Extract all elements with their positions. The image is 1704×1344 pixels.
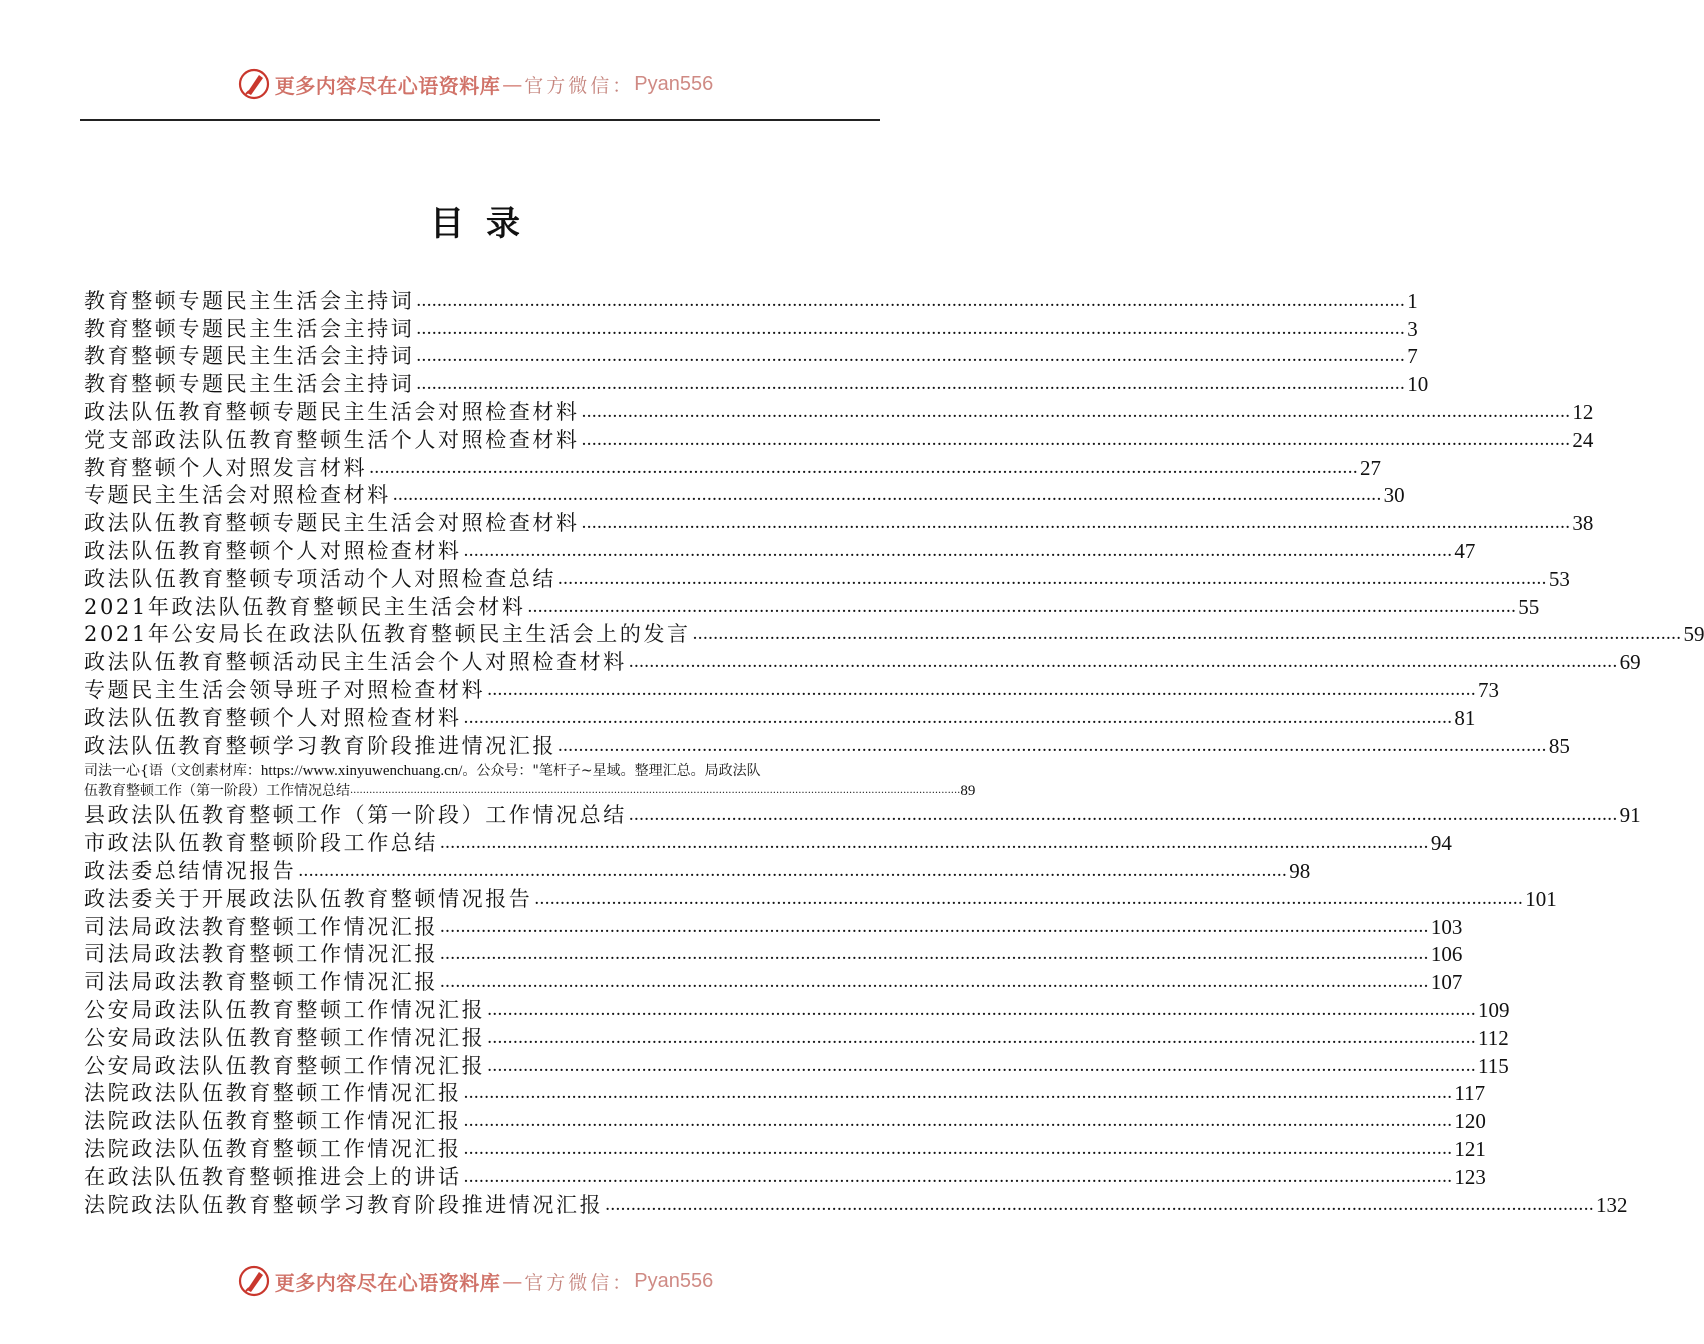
toc-list-continued xyxy=(84,801,1641,1218)
toc-leader: ................................................................................................................................................................................................ xyxy=(463,1082,1453,1104)
toc-entry-title: 2021年政法队伍教育整顿民主生活会材料 xyxy=(84,594,526,619)
toc-entry-title: 政法队伍教育整顿活动民主生活会个人对照检查材料 xyxy=(84,650,627,675)
toc-entry-page: 69 xyxy=(1619,650,1641,675)
toc-entry-page: 3 xyxy=(1407,316,1418,341)
toc-entry-title: 法院政法队伍教育整顿工作情况汇报 xyxy=(84,1136,462,1161)
toc-entry-page: 101 xyxy=(1525,886,1557,911)
toc-leader: ................................................................................................................................................................................................ xyxy=(581,400,1571,422)
toc-leader: ................................................................................................................................................................................................ xyxy=(416,373,1406,395)
toc-entry[interactable] xyxy=(84,369,1429,397)
table-of-contents xyxy=(84,286,1704,1218)
toc-entry[interactable] xyxy=(84,884,1557,912)
toc-leader: ................................................................................................................................................................................................ xyxy=(440,915,1429,937)
toc-entry[interactable] xyxy=(84,481,1405,509)
toc-entry-page: 120 xyxy=(1454,1109,1486,1134)
toc-entry-page: 73 xyxy=(1478,677,1500,702)
toc-entry[interactable] xyxy=(84,1023,1509,1051)
toc-entry-page: 115 xyxy=(1478,1053,1509,1078)
toc-leader: ................................................................................................................................................................................................ xyxy=(558,567,1547,589)
footer-banner xyxy=(0,1261,950,1301)
toc-entry-title: 公安局政法队伍教育整顿工作情况汇报 xyxy=(84,997,486,1022)
toc-entry-page: 81 xyxy=(1454,705,1476,730)
toc-leader: ................................................................................................................................................................................................ xyxy=(350,784,961,796)
toc-entry-title: 政法委总结情况报告 xyxy=(84,858,297,883)
toc-entry-title: 党支部政法队伍教育整顿生活个人对照检查材料 xyxy=(84,427,580,452)
toc-entry[interactable] xyxy=(84,1162,1486,1190)
toc-entry-page: 103 xyxy=(1430,914,1463,939)
banner-dash: — xyxy=(502,72,523,96)
toc-entry-title: 在政法队伍教育整顿推进会上的讲话 xyxy=(84,1164,462,1189)
banner-wechat-label: 官方微信： xyxy=(524,1271,635,1294)
pen-logo-icon xyxy=(237,67,271,101)
banner-dash: — xyxy=(502,1269,523,1293)
note-url[interactable]: https://www.xinyuwenchuang.cn/ xyxy=(260,762,463,779)
toc-entry[interactable] xyxy=(84,647,1641,675)
toc-entry[interactable] xyxy=(84,453,1382,481)
toc-entry-page: 109 xyxy=(1478,997,1510,1022)
toc-entry-title: 政法队伍教育整顿专题民主生活会对照检查材料 xyxy=(84,511,580,536)
toc-entry[interactable] xyxy=(84,940,1463,968)
toc-leader: ................................................................................................................................................................................................ xyxy=(463,706,1453,728)
toc-entry-title: 教育整顿专题民主生活会主持词 xyxy=(84,372,415,397)
toc-leader: ................................................................................................................................................................................................ xyxy=(440,943,1429,965)
toc-leader: ................................................................................................................................................................................................ xyxy=(487,1054,1477,1076)
toc-entry[interactable] xyxy=(84,564,1570,592)
toc-leader: ................................................................................................................................................................................................ xyxy=(440,832,1429,854)
toc-entry-title: 教育整顿专题民主生活会主持词 xyxy=(84,288,415,313)
toc-entry[interactable] xyxy=(84,801,1641,829)
toc-entry[interactable] xyxy=(84,967,1463,995)
toc-entry-page: 85 xyxy=(1548,733,1570,758)
toc-entry[interactable] xyxy=(84,286,1418,314)
toc-leader: ................................................................................................................................................................................................ xyxy=(440,971,1429,993)
toc-entry[interactable] xyxy=(84,508,1594,536)
toc-entry-title: 2021年公安局长在政法队伍教育整顿民主生活会上的发言 xyxy=(84,622,691,647)
toc-entry[interactable] xyxy=(84,995,1510,1023)
toc-entry-page: 30 xyxy=(1383,483,1405,508)
toc-entry-title: 公安局政法队伍教育整顿工作情况汇报 xyxy=(84,1053,486,1078)
toc-leader: ................................................................................................................................................................................................ xyxy=(298,859,1288,881)
toc-entry-title: 市政法队伍教育整顿阶段工作总结 xyxy=(84,831,438,856)
toc-leader: ................................................................................................................................................................................................ xyxy=(628,804,1618,826)
toc-entry-page: 24 xyxy=(1572,427,1594,452)
toc-entry-page: 112 xyxy=(1478,1025,1509,1050)
page-title: 目录 xyxy=(430,204,542,244)
toc-entry-title: 司法局政法教育整顿工作情况汇报 xyxy=(84,942,438,967)
toc-leader: ................................................................................................................................................................................................ xyxy=(487,998,1477,1020)
toc-entry-title: 教育整顿个人对照发言材料 xyxy=(84,455,368,480)
toc-entry[interactable] xyxy=(84,1051,1509,1079)
toc-entry-title: 公安局政法队伍教育整顿工作情况汇报 xyxy=(84,1025,486,1050)
toc-entry-page: 59 xyxy=(1683,622,1704,647)
note-page: 89 xyxy=(960,782,976,799)
toc-entry-title: 教育整顿专题民主生活会主持词 xyxy=(84,316,415,341)
toc-entry-page: 10 xyxy=(1407,372,1429,397)
header-banner xyxy=(0,64,950,104)
toc-entry[interactable] xyxy=(84,592,1540,620)
note-line-2-text: 伍教育整顿工作（第一阶段）工作情况总结 xyxy=(84,782,350,799)
toc-entry-page: 117 xyxy=(1454,1081,1486,1106)
toc-entry-title: 司法局政法教育整顿工作情况汇报 xyxy=(84,914,438,939)
toc-entry-title: 法院政法队伍教育整顿工作情况汇报 xyxy=(84,1081,462,1106)
note-suffix: 。公众号："笔杆子~星域。整理汇总。局政法队 xyxy=(462,762,761,779)
toc-entry-title: 政法队伍教育整顿个人对照检查材料 xyxy=(84,538,462,563)
toc-entry-title: 法院政法队伍教育整顿工作情况汇报 xyxy=(84,1109,462,1134)
toc-entry[interactable] xyxy=(84,536,1476,564)
toc-leader: ................................................................................................................................................................................................ xyxy=(416,345,1406,367)
banner-main-text: 更多内容尽在心语资料库 xyxy=(274,1270,501,1295)
toc-entry[interactable] xyxy=(84,425,1594,453)
toc-entry[interactable] xyxy=(84,1106,1486,1134)
toc-leader: ................................................................................................................................................................................................ xyxy=(487,1026,1477,1048)
note-prefix: 司法一心{语（文创素材库： xyxy=(84,762,261,779)
toc-entry[interactable] xyxy=(84,731,1570,759)
toc-entry-page: 121 xyxy=(1454,1136,1486,1161)
toc-entry[interactable] xyxy=(84,856,1311,884)
banner-wechat-id: Pyan556 xyxy=(634,1269,714,1292)
toc-entry-page: 98 xyxy=(1289,858,1311,883)
banner-wechat-id: Pyan556 xyxy=(634,72,714,95)
toc-entry-page: 55 xyxy=(1518,594,1540,619)
toc-entry-title: 司法局政法教育整顿工作情况汇报 xyxy=(84,970,438,995)
toc-leader: ................................................................................................................................................................................................ xyxy=(463,539,1453,561)
toc-leader: ................................................................................................................................................................................................ xyxy=(558,734,1547,756)
toc-leader: ................................................................................................................................................................................................ xyxy=(369,456,1359,478)
toc-entry-title: 专题民主生活会对照检查材料 xyxy=(84,483,391,508)
toc-entry[interactable] xyxy=(84,620,1704,648)
toc-leader: ................................................................................................................................................................................................ xyxy=(534,887,1524,909)
pen-logo-icon xyxy=(237,1264,271,1298)
toc-entry-page: 47 xyxy=(1454,538,1476,563)
toc-entry-page: 53 xyxy=(1548,566,1570,591)
toc-entry-title: 政法队伍教育整顿专题民主生活会对照检查材料 xyxy=(84,399,580,424)
toc-entry-page: 12 xyxy=(1572,399,1594,424)
toc-leader: ................................................................................................................................................................................................ xyxy=(416,317,1406,339)
toc-leader: ................................................................................................................................................................................................ xyxy=(487,678,1477,700)
toc-entry-title: 政法委关于开展政法队伍教育整顿情况报告 xyxy=(84,886,533,911)
toc-entry-title: 法院政法队伍教育整顿学习教育阶段推进情况汇报 xyxy=(84,1192,604,1217)
toc-leader: ................................................................................................................................................................................................ xyxy=(463,1165,1453,1187)
toc-entry-page: 132 xyxy=(1596,1192,1628,1217)
toc-entry-page: 107 xyxy=(1430,970,1463,995)
toc-entry-page: 1 xyxy=(1407,288,1418,313)
banner-wechat-label: 官方微信： xyxy=(524,74,635,97)
toc-leader: ................................................................................................................................................................................................ xyxy=(527,595,1517,617)
toc-leader: ................................................................................................................................................................................................ xyxy=(416,289,1406,311)
toc-entry-title: 政法队伍教育整顿个人对照检查材料 xyxy=(84,705,462,730)
toc-entry[interactable] xyxy=(84,1079,1486,1107)
toc-leader: ................................................................................................................................................................................................ xyxy=(692,623,1682,645)
toc-entry[interactable] xyxy=(84,397,1594,425)
toc-entry[interactable] xyxy=(84,342,1418,370)
toc-list xyxy=(84,286,1704,759)
toc-entry-title: 教育整顿专题民主生活会主持词 xyxy=(84,344,415,369)
toc-entry-page: 27 xyxy=(1360,455,1382,480)
toc-leader: ................................................................................................................................................................................................ xyxy=(581,428,1571,450)
toc-entry[interactable] xyxy=(84,828,1452,856)
toc-entry-title: 专题民主生活会领导班子对照检查材料 xyxy=(84,677,486,702)
toc-entry-title: 政法队伍教育整顿专项活动个人对照检查总结 xyxy=(84,566,556,591)
toc-entry[interactable] xyxy=(84,912,1463,940)
toc-leader: ................................................................................................................................................................................................ xyxy=(605,1193,1595,1215)
header-rule xyxy=(80,119,880,121)
toc-leader: ................................................................................................................................................................................................ xyxy=(463,1110,1453,1132)
toc-entry[interactable] xyxy=(84,1134,1486,1162)
toc-entry[interactable] xyxy=(84,703,1476,731)
toc-entry[interactable] xyxy=(84,314,1418,342)
toc-entry-page: 91 xyxy=(1619,803,1641,828)
toc-leader: ................................................................................................................................................................................................ xyxy=(628,651,1618,673)
toc-note-entry xyxy=(84,759,976,801)
toc-entry-page: 7 xyxy=(1407,344,1418,369)
banner-main-text: 更多内容尽在心语资料库 xyxy=(274,73,501,98)
toc-leader: ................................................................................................................................................................................................ xyxy=(392,484,1382,506)
note-line-1 xyxy=(84,761,884,781)
toc-leader: ................................................................................................................................................................................................ xyxy=(463,1137,1453,1159)
toc-entry[interactable] xyxy=(84,1190,1628,1218)
toc-entry-page: 123 xyxy=(1454,1164,1486,1189)
toc-entry-title: 政法队伍教育整顿学习教育阶段推进情况汇报 xyxy=(84,733,556,758)
note-line-2 xyxy=(84,781,976,801)
toc-leader: ................................................................................................................................................................................................ xyxy=(581,512,1571,534)
toc-entry[interactable] xyxy=(84,675,1500,703)
toc-entry-page: 106 xyxy=(1430,942,1463,967)
toc-entry-page: 38 xyxy=(1572,511,1594,536)
toc-entry-page: 94 xyxy=(1430,831,1452,856)
toc-entry-title: 县政法队伍教育整顿工作（第一阶段）工作情况总结 xyxy=(84,803,627,828)
